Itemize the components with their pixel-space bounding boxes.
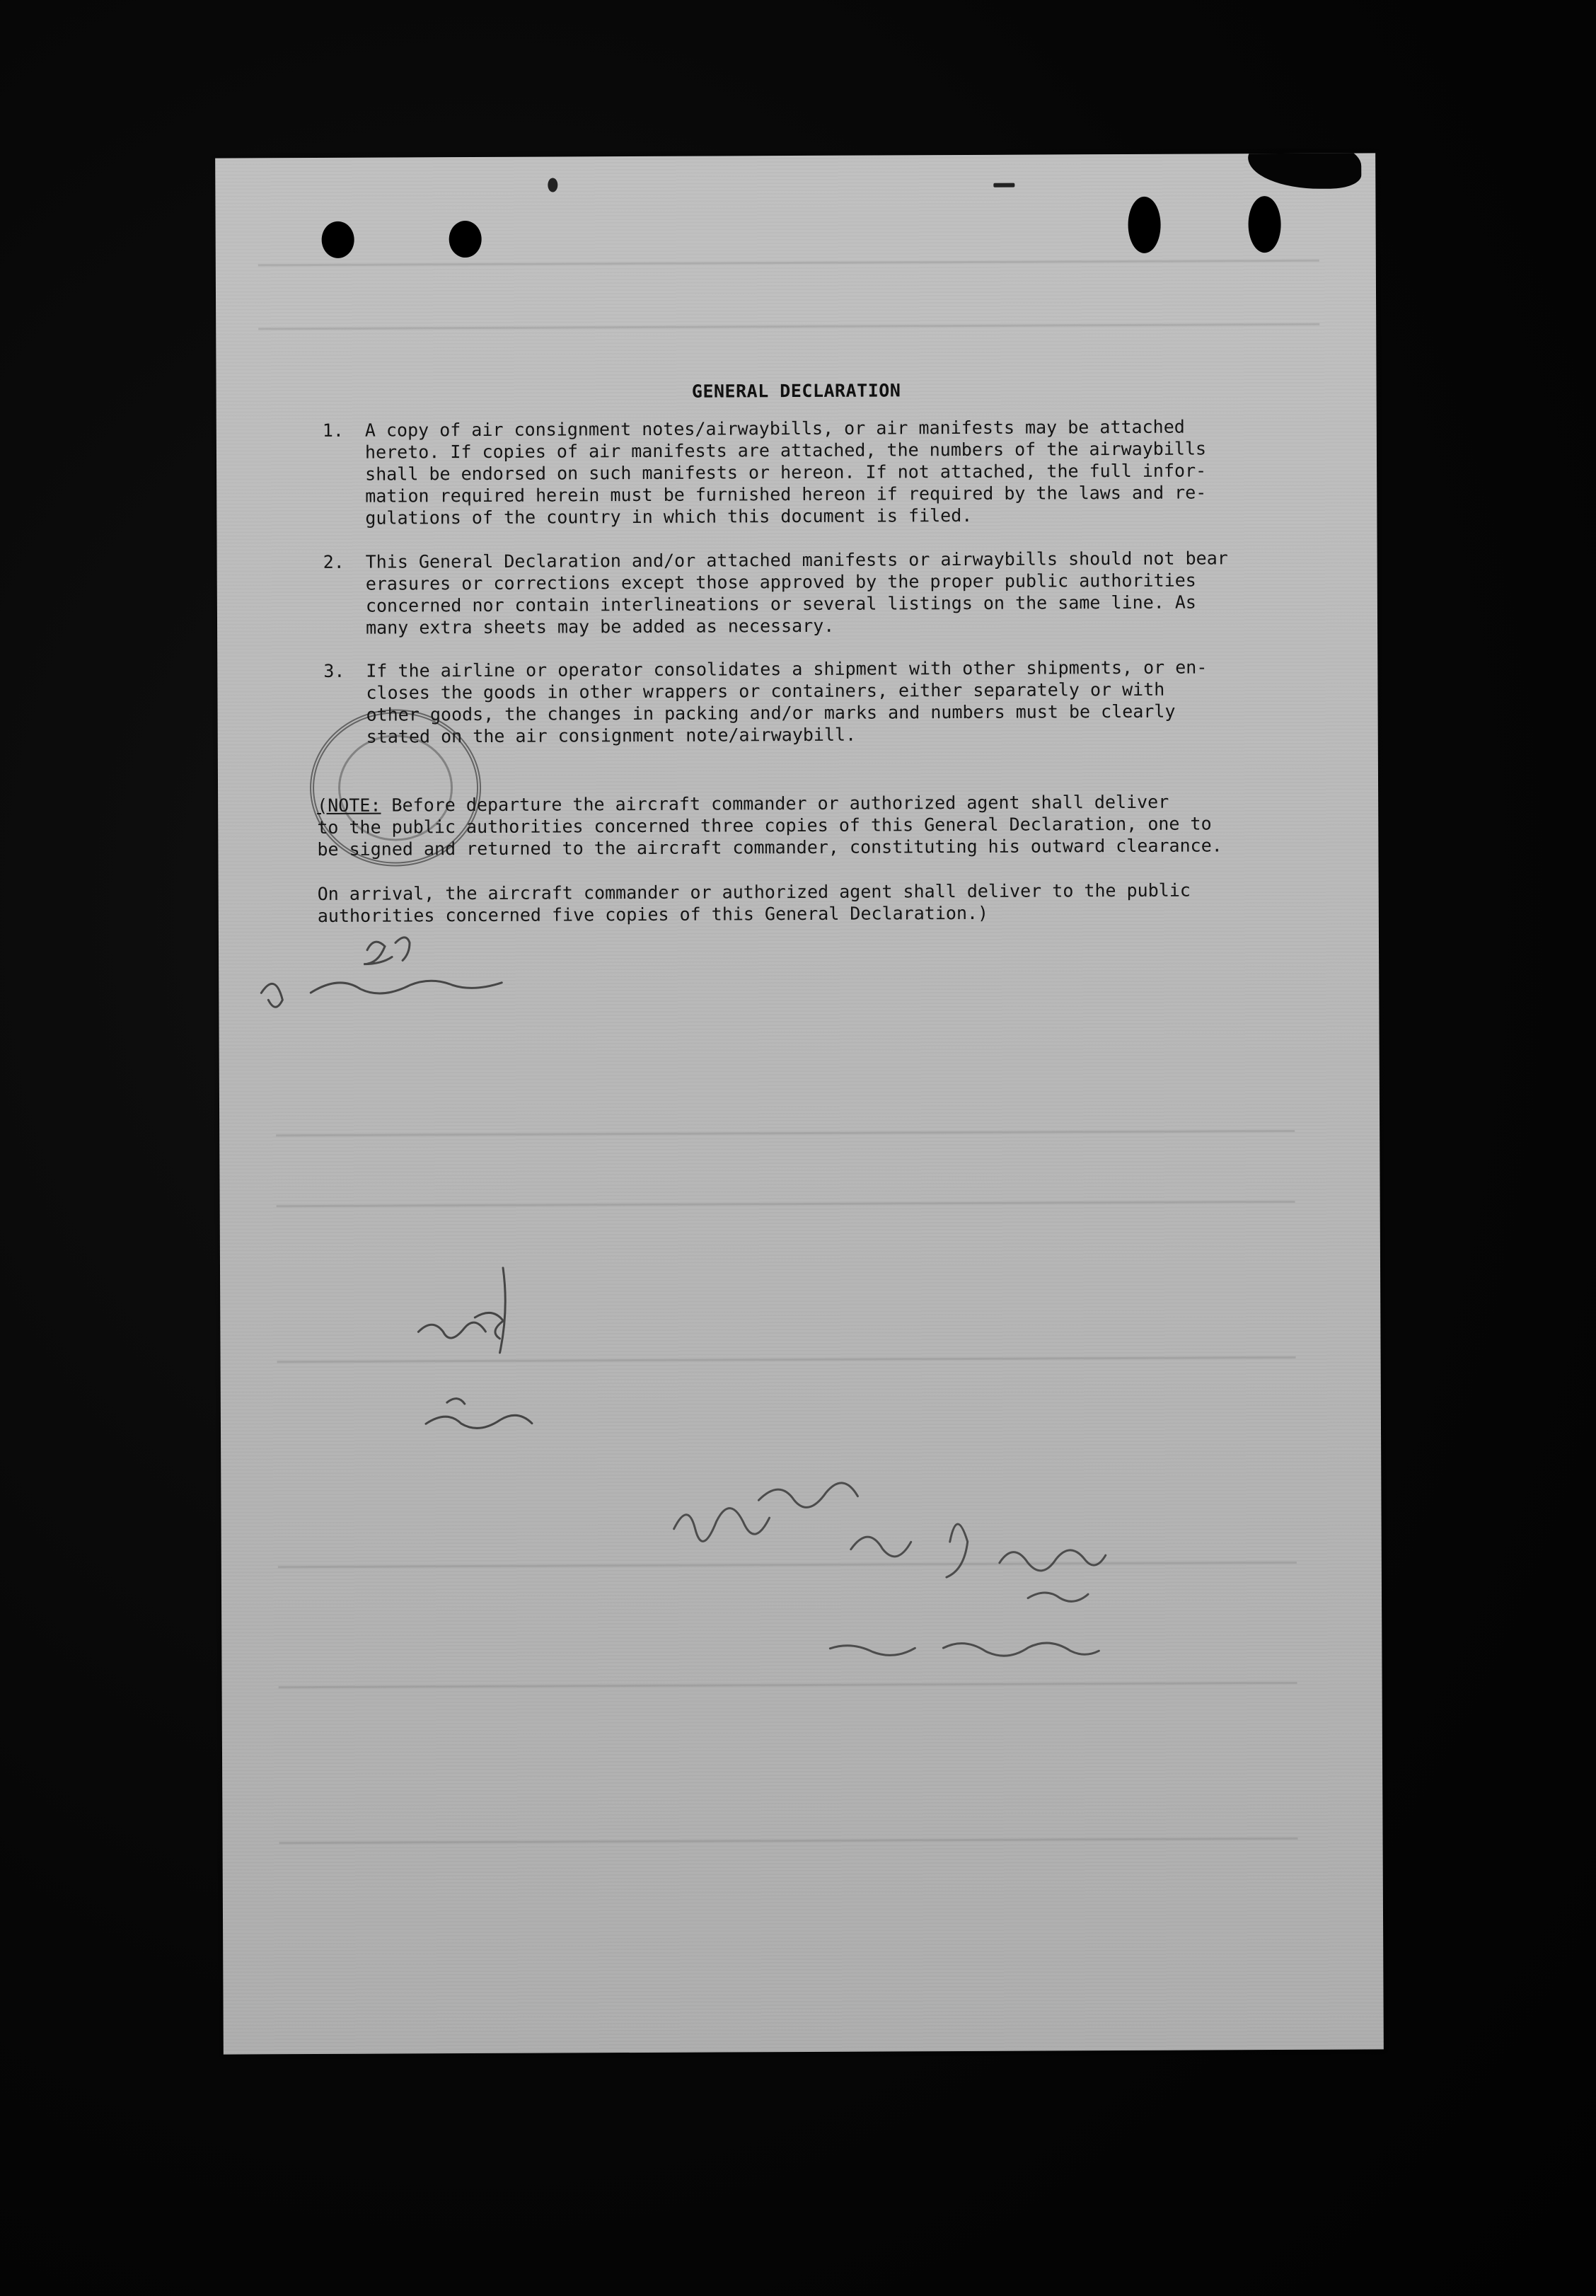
signature bbox=[673, 1482, 1106, 1657]
item-number: 3. bbox=[323, 660, 345, 681]
note-text: Before departure the aircraft commander or authorized agent shall deliver to the public authorities concerned three copies of this General Declaration, one to be signed and returned to the aircraft commander, constituting his outward clearance. bbox=[317, 791, 1222, 860]
arrival-paragraph: On arrival, the aircraft commander or authorized agent shall deliver to the public authorities concerned five copies of this General Declaration.) bbox=[317, 879, 1191, 926]
item-text: This General Declaration and/or attached manifests or airwaybills should not bear erasures or corrections except those approved by the proper public authorities concerned nor contain interlineations or several listings on the same line. As many extra sheets may be added as necessary. bbox=[365, 548, 1228, 638]
item-text: A copy of air consignment notes/airwaybills, or air manifests may be attached hereto. If copies of air manifests are attached, the numbers of the airwaybills shall be endorsed on such manifests or hereon. If not attached, the full infor- mation required herein must be furnished hereon if required by the laws and re- gulations of the country in which this document is filed. bbox=[364, 416, 1207, 529]
item-number: 2. bbox=[323, 551, 345, 572]
handwritten-marks bbox=[215, 153, 1384, 2054]
document-title: GENERAL DECLARATION bbox=[691, 380, 901, 402]
document-page bbox=[215, 153, 1384, 2054]
handwritten-annotation bbox=[261, 937, 502, 1007]
item-text: If the airline or operator consolidates a shipment with other shipments, or en- closes the goods in other wrappers or containers, either separately or with other goods, the changes in packing and/or marks and numbers must be clearly stated on the air consignment note/airwaybill. bbox=[366, 657, 1208, 747]
item-number: 1. bbox=[322, 420, 345, 441]
handwritten-initials bbox=[418, 1268, 532, 1429]
note-label: (NOTE: bbox=[317, 795, 381, 816]
